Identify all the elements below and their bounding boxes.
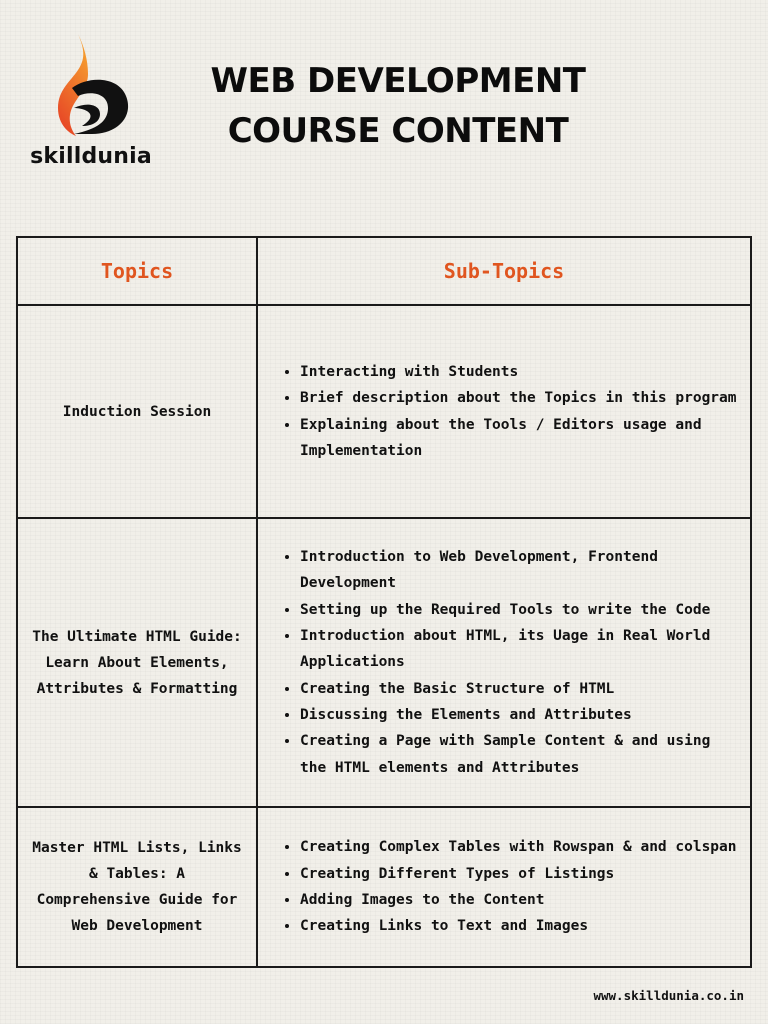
subtopic-item: • Introduction about HTML, its Uage in Real World Applications [300, 623, 738, 676]
subtopic-item: • Creating Complex Tables with Rowspan & and colspan [300, 834, 738, 860]
column-header-topics: Topics [17, 237, 257, 305]
subtopic-item: • Interacting with Students [300, 359, 738, 385]
page-title [160, 56, 636, 156]
subtopic-list [258, 359, 738, 464]
table-header-row [17, 237, 751, 305]
topic-cell: The Ultimate HTML Guide: Learn About Elements, Attributes & Formatting [17, 518, 257, 807]
table-row [17, 305, 751, 518]
subtopic-list [258, 834, 738, 939]
subtopic-list [258, 544, 738, 781]
subtopic-item: • Creating Links to Text and Images [300, 913, 738, 939]
table-row [17, 518, 751, 807]
title-line-1: WEB DEVELOPMENT [210, 61, 586, 101]
title-line-2: COURSE CONTENT [227, 111, 569, 151]
subtopic-item: • Creating Different Types of Listings [300, 861, 738, 887]
subtopic-item: • Creating the Basic Structure of HTML [300, 676, 738, 702]
subtopic-item: • Adding Images to the Content [300, 887, 738, 913]
subtopic-item: • Discussing the Elements and Attributes [300, 702, 738, 728]
subtopics-cell [257, 807, 751, 967]
topic-cell: Induction Session [17, 305, 257, 518]
subtopic-item: • Introduction to Web Development, Frontend Development [300, 544, 738, 597]
flame-logo-icon [48, 30, 138, 140]
subtopics-cell [257, 518, 751, 807]
subtopics-cell [257, 305, 751, 518]
column-header-sub-topics: Sub-Topics [257, 237, 751, 305]
topic-cell: Master HTML Lists, Links & Tables: A Comprehensive Guide for Web Development [17, 807, 257, 967]
brand-name: skilldunia [30, 144, 152, 169]
brand-logo [26, 30, 156, 170]
subtopic-item: • Setting up the Required Tools to write the Code [300, 597, 738, 623]
course-content-table [16, 236, 752, 968]
table-row [17, 807, 751, 967]
website-link[interactable]: www.skilldunia.co.in [593, 988, 744, 1003]
subtopic-item: • Explaining about the Tools / Editors usage and Implementation [300, 412, 738, 465]
subtopic-item: • Creating a Page with Sample Content & and using the HTML elements and Attributes [300, 728, 738, 781]
subtopic-item: • Brief description about the Topics in this program [300, 385, 738, 411]
